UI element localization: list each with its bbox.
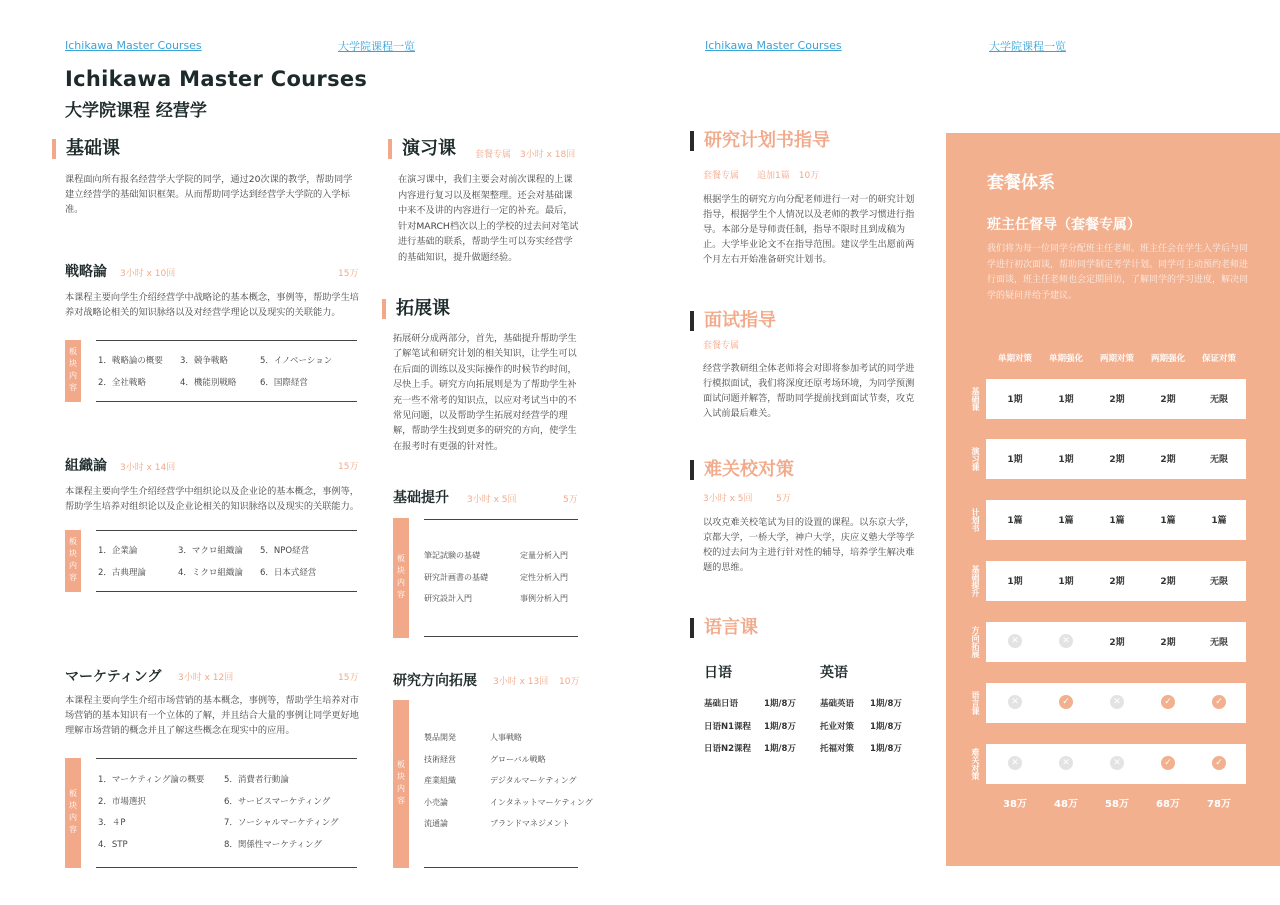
section-hard-meta: 3小时 x 5回 (703, 494, 753, 504)
list-item: 5．消費者行動論 (224, 775, 289, 785)
list-item: 定量分析入門 (520, 551, 568, 560)
package-cell: 2期 (1160, 638, 1176, 648)
check-icon: ✓ (1212, 756, 1226, 770)
package-row (986, 744, 1246, 784)
list-item: 2．全社戦略 (98, 378, 146, 388)
package-cell: 无限 (1209, 455, 1228, 465)
course-strategy-list (96, 340, 357, 402)
check-icon: ✓ (1161, 695, 1175, 709)
page-subtitle: 大学院课程 经营学 (65, 101, 207, 121)
package-cell: 1期 (1007, 455, 1023, 465)
page-title: Ichikawa Master Courses (65, 67, 368, 91)
course-research-block-label: 板块内容 (393, 700, 409, 868)
section-extension-title: 拓展课 (382, 299, 450, 319)
package-cell: 1期 (1007, 577, 1023, 587)
list-item: 研究設計入門 (424, 594, 472, 603)
lang-jp-row-price: 1期/8万 (764, 699, 796, 709)
cross-icon: ✕ (1008, 695, 1022, 709)
course-org-desc: 本课程主要向学生介绍经营学中组织论以及企业论的基本概念，事例等，帮助学生培养对组织论以及企业论相关的知识脉络以及现实的关联能力。 (65, 486, 359, 512)
package-cell: 2期 (1160, 395, 1176, 405)
nav-link-courses-zh-right[interactable]: 大学院课程一览 (989, 40, 1066, 53)
section-plan-desc: 根据学生的研究方向分配老师进行一对一的研究计划指导，根据学生个人情况以及老师的教学习惯进行指导。本部分是导师责任制，指导不限时且到成稿为止。大学毕业论文不在指导范围。建议学生出愿前两个月左右开始准备研究计划书。 (703, 194, 915, 265)
course-research-title: 研究方向拓展 (393, 673, 477, 689)
lang-jp-row-name: 基础日语 (704, 699, 739, 709)
package-desc: 我们将为每一位同学分配班主任老师。班主任会在学生入学后与同学进行初次面谈，帮助同学制定考学计划。同学可主动预约老师进行面谈，班主任老师也会定期回访，了解同学的学习进度，解决同学的疑问并给予建议。 (987, 244, 1249, 301)
check-icon: ✓ (1059, 695, 1073, 709)
list-item: 製品開発 (424, 733, 456, 742)
package-row (986, 439, 1246, 479)
course-marketing-price: 15万 (338, 673, 359, 683)
list-item: 4．機能別戦略 (180, 378, 237, 388)
course-strategy-desc: 本课程主要向学生介绍经营学中战略论的基本概念，事例等，帮助学生培养对战略论相关的知识脉络以及对经营学理论以及现实的关联能力。 (65, 292, 359, 318)
package-title: 套餐体系 (987, 173, 1055, 193)
package-cell: 2期 (1109, 638, 1125, 648)
package-price: 38万 (1003, 799, 1027, 810)
course-basicup-block-label: 板块内容 (393, 518, 409, 638)
section-seminar-title: 演习课 (388, 139, 456, 159)
nav-link-courses-en[interactable]: Ichikawa Master Courses (65, 39, 202, 52)
course-strategy-title: 戦略論 (65, 264, 107, 280)
package-row-label: 演习课 (971, 447, 980, 471)
cross-icon: ✕ (1008, 756, 1022, 770)
list-item: グローバル戦略 (490, 755, 546, 764)
package-cell: 1期 (1058, 577, 1074, 587)
section-interview-meta: 套餐专属 (703, 341, 740, 351)
package-row-label: 语言课 (971, 691, 980, 715)
section-basic-title: 基础课 (52, 139, 120, 159)
list-item: 3．競争戦略 (180, 356, 228, 366)
list-item: 7．ソーシャルマーケティング (224, 818, 339, 828)
lang-jp-row-name: 日语N1课程 (704, 722, 752, 732)
nav-link-courses-en-right[interactable]: Ichikawa Master Courses (705, 39, 842, 52)
package-row (986, 561, 1246, 601)
package-cell: 2期 (1160, 577, 1176, 587)
list-item: 1．戦略論の概要 (98, 356, 163, 366)
cross-icon: ✕ (1059, 756, 1073, 770)
package-cell: 1篇 (1109, 516, 1125, 526)
course-org-meta: 3小时 x 14回 (120, 463, 176, 473)
list-item: 筆記試験の基礎 (424, 551, 480, 560)
section-hard-desc: 以攻克难关校笔试为目的设置的课程。以东京大学，京都大学，一桥大学，神户大学，庆应义塾大学等学校的过去问为主进行针对性的辅导，培养学生解决难题的思维。 (703, 517, 915, 573)
list-item: 人事戦略 (490, 733, 522, 742)
lang-en-row-price: 1期/8万 (870, 744, 902, 754)
course-basicup-title: 基础提升 (393, 490, 449, 506)
list-item: デジタルマーケティング (490, 776, 577, 785)
package-row (986, 500, 1246, 540)
lang-en-row-name: 托业对策 (820, 722, 855, 732)
package-cell: 无限 (1209, 395, 1228, 405)
list-item: 事例分析入門 (520, 594, 568, 603)
package-price: 58万 (1105, 799, 1129, 810)
package-cell: 2期 (1109, 455, 1125, 465)
package-cell: 无限 (1209, 577, 1228, 587)
section-basic-desc: 课程面向所有报名经营学大学院的同学，通过20次课的教学，帮助同学建立经营学的基础知识框架。从而帮助同学达到经营学大学院的入学标准。 (65, 174, 353, 215)
section-seminar-desc: 在演习课中，我们主要会对前次课程的上课内容进行复习以及框架整理。还会对基础课中来不及讲的内容进行一定的补充。最后，针对MARCH档次以上的学校的过去问对笔试进行基础的联系，帮助学生可以夯实经营学的基础知识，提升做题经验。 (398, 174, 579, 263)
cross-icon: ✕ (1008, 634, 1022, 648)
section-lang-title: 语言课 (690, 618, 758, 638)
course-marketing-block-label: 板块内容 (65, 758, 81, 868)
package-price: 78万 (1207, 799, 1231, 810)
list-item: 6．日本式経営 (260, 568, 317, 578)
list-item: 2．古典理論 (98, 568, 146, 578)
list-item: 定性分析入門 (520, 573, 568, 582)
section-extension-desc: 拓展研分成两部分，首先，基础提升帮助学生了解笔试和研究计划的相关知识，让学生可以在后面的训练以及实际操作的时候节约时间，尽快上手。研究方向拓展则是为了帮助学生补充一些不常考的知识点，以应对考试当中的不常见问题，以及帮助学生拓展对经营学的理解，帮助学生找到更多的研究的方向，使学生在报考时有更强的针对性。 (393, 333, 577, 452)
package-col-header: 保证对策 (1201, 354, 1236, 364)
list-item: 6．サービスマーケティング (224, 797, 331, 807)
course-strategy-price: 15万 (338, 269, 359, 279)
cross-icon: ✕ (1110, 756, 1124, 770)
check-icon: ✓ (1161, 756, 1175, 770)
package-row-label: 基础提升 (971, 565, 980, 597)
nav-link-courses-zh[interactable]: 大学院课程一览 (338, 40, 415, 53)
list-item: 研究計画書の基礎 (424, 573, 488, 582)
list-item: 8．関係性マーケティング (224, 840, 322, 850)
package-row-label: 基础课 (971, 387, 980, 411)
package-row-label: 计划书 (971, 508, 980, 532)
section-hard-title: 难关校对策 (690, 460, 794, 480)
list-item: 5．NPO経営 (260, 546, 310, 556)
list-item: 3．マクロ組織論 (178, 546, 243, 556)
package-cell: 2期 (1160, 455, 1176, 465)
list-item: 1．マーケティング論の概要 (98, 775, 205, 785)
course-strategy-block-label: 板块内容 (65, 340, 81, 402)
package-col-header: 两期强化 (1150, 354, 1185, 364)
section-hard-price: 5万 (776, 494, 791, 504)
lang-jp-row-price: 1期/8万 (764, 744, 796, 754)
course-research-price: 10万 (559, 677, 580, 687)
course-org-block-label: 板块内容 (65, 530, 81, 592)
list-item: 4．ミクロ組織論 (178, 568, 243, 578)
check-icon: ✓ (1212, 695, 1226, 709)
course-marketing-list (96, 758, 357, 868)
lang-jp-row-price: 1期/8万 (764, 722, 796, 732)
course-org-title: 組織論 (65, 458, 107, 474)
package-row (986, 683, 1246, 723)
cross-icon: ✕ (1059, 634, 1073, 648)
package-cell: 1期 (1058, 455, 1074, 465)
course-basicup-list (424, 519, 578, 637)
section-interview-title: 面试指导 (690, 311, 776, 331)
package-cell: 1篇 (1007, 516, 1023, 526)
list-item: 小売論 (424, 798, 448, 807)
course-research-list (424, 700, 593, 868)
package-cell: 无限 (1209, 638, 1228, 648)
package-cell: 1篇 (1211, 516, 1227, 526)
course-org-list (96, 530, 357, 592)
course-marketing-desc: 本课程主要向学生介绍市场营销的基本概念，事例等，帮助学生培养对市场营销的基本知识有一个立体的了解，并且结合大量的事例让同学更好地理解市场营销的概念并且了解这些概念在现实中的应用。 (65, 695, 359, 736)
package-cell: 1期 (1007, 395, 1023, 405)
package-price: 68万 (1156, 799, 1180, 810)
course-marketing-title: マーケティング (65, 669, 162, 685)
package-col-header: 两期对策 (1099, 354, 1134, 364)
lang-jp-row-name: 日语N2课程 (704, 744, 752, 754)
lang-jp-head: 日语 (704, 665, 732, 681)
lang-en-row-name: 托福对策 (820, 744, 855, 754)
list-item: 技術経営 (424, 755, 456, 764)
list-item: 5．イノベーション (260, 356, 333, 366)
section-plan-meta: 套餐专属 追加1篇 10万 (703, 171, 820, 181)
course-strategy-meta: 3小时 x 10回 (120, 269, 176, 279)
lang-en-row-name: 基础英语 (820, 699, 855, 709)
package-cell: 1期 (1058, 395, 1074, 405)
course-research-meta: 3小时 x 13回 (493, 677, 549, 687)
section-seminar-meta: 套餐专属 3小时 x 18回 (475, 150, 576, 160)
lang-en-head: 英语 (820, 665, 848, 681)
list-item: 6．国際経営 (260, 378, 308, 388)
package-cell: 1篇 (1058, 516, 1074, 526)
list-item: ブランドマネジメント (490, 819, 570, 828)
cross-icon: ✕ (1110, 695, 1124, 709)
package-cell: 2期 (1109, 395, 1125, 405)
lang-en-row-price: 1期/8万 (870, 699, 902, 709)
list-item: 1．企業論 (98, 546, 138, 556)
package-cell: 1篇 (1160, 516, 1176, 526)
course-marketing-meta: 3小时 x 12回 (178, 673, 234, 683)
course-basicup-price: 5万 (563, 495, 578, 505)
course-org-price: 15万 (338, 462, 359, 472)
section-plan-title: 研究计划书指导 (690, 131, 830, 151)
package-col-header: 单期对策 (997, 354, 1032, 364)
list-item: 2．市場選択 (98, 797, 146, 807)
course-basicup-meta: 3小时 x 5回 (467, 495, 517, 505)
section-interview-desc: 经营学教研组全体老师将会对即将参加考试的同学进行模拟面试，我们将深度还原考场环境，为同学预测面试问题并解答，帮助同学提前找到面试节奏，攻克入试前最后难关。 (703, 363, 915, 419)
package-row-label: 方向拓展 (971, 626, 980, 658)
lang-en-row-price: 1期/8万 (870, 722, 902, 732)
package-row (986, 622, 1246, 662)
list-item: 産業組織 (424, 776, 456, 785)
package-subtitle: 班主任督导（套餐专属） (987, 217, 1141, 233)
package-cell: 2期 (1109, 577, 1125, 587)
package-col-header: 单期强化 (1048, 354, 1083, 364)
list-item: 3．４P (98, 818, 126, 828)
list-item: 流通論 (424, 819, 448, 828)
list-item: インタネットマーケティング (490, 798, 593, 807)
package-price: 48万 (1054, 799, 1078, 810)
package-row (986, 379, 1246, 419)
list-item: 4．STP (98, 840, 128, 850)
package-row-label: 难关对策 (971, 748, 980, 780)
